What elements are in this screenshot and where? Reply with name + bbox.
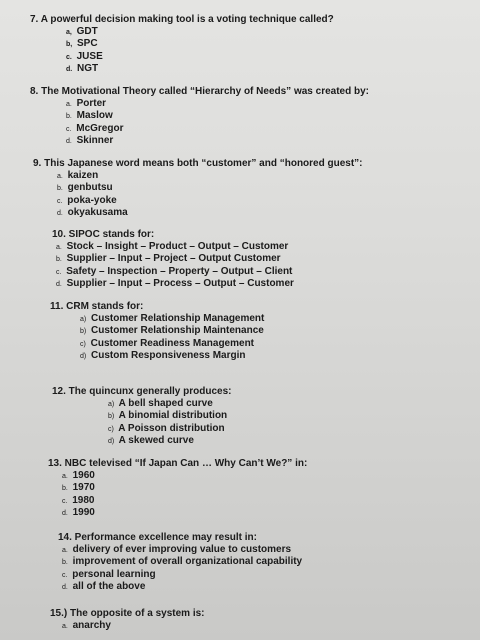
options: [62, 620, 204, 633]
option-letter: b,: [66, 41, 73, 48]
option-d: [108, 435, 232, 448]
option-text: A binomial distribution: [118, 410, 228, 421]
option-letter: a.: [62, 622, 68, 630]
option-b: [66, 38, 334, 51]
option-a: [62, 544, 302, 557]
option-letter: c.: [66, 125, 72, 133]
option-text: genbutsu: [67, 182, 113, 193]
option-c: [62, 495, 307, 508]
option-a: [80, 313, 264, 326]
option-text: kaizen: [67, 169, 99, 181]
question-10: [52, 229, 294, 291]
option-c: [80, 338, 264, 351]
options: [80, 313, 264, 363]
option-letter: b.: [66, 113, 72, 120]
question-15: [50, 608, 204, 632]
option-text: Customer Readiness Management: [90, 337, 255, 349]
options: [66, 98, 369, 148]
question-stem: 15.) The opposite of a system is:: [50, 608, 205, 619]
option-d: [80, 350, 264, 363]
option-letter: b): [108, 413, 115, 420]
question-13: [48, 458, 307, 520]
option-letter: d.: [66, 138, 72, 145]
question-9: [33, 158, 363, 220]
option-a: [62, 620, 204, 633]
option-a: [108, 398, 232, 411]
option-text: improvement of overall organizational capability: [72, 556, 303, 567]
option-letter: a.: [62, 546, 68, 554]
option-letter: a): [108, 400, 115, 408]
option-letter: d.: [66, 66, 73, 73]
option-letter: d): [80, 353, 87, 360]
option-a: [56, 241, 294, 254]
options: [66, 26, 334, 76]
option-d: [66, 63, 334, 76]
option-text: all of the above: [72, 581, 146, 592]
question-11: [50, 301, 264, 363]
option-text: Customer Relationship Maintenance: [91, 325, 264, 336]
option-text: Skinner: [76, 135, 114, 146]
option-b: [80, 325, 264, 338]
option-letter: d.: [62, 510, 68, 517]
question-stem: 10. SIPOC stands for:: [52, 229, 155, 240]
option-letter: d.: [62, 584, 68, 591]
options: [57, 170, 363, 220]
option-d: [57, 207, 363, 220]
option-text: 1980: [72, 494, 95, 506]
option-text: 1960: [72, 469, 95, 481]
question-stem: 14. Performance excellence may result in:: [58, 532, 257, 543]
question-stem: 9. This Japanese word means both “customer” and “honored guest”:: [33, 158, 363, 169]
option-text: Customer Relationship Management: [91, 312, 265, 324]
option-b: [108, 410, 232, 423]
question-7: [30, 14, 334, 76]
options: [56, 241, 294, 291]
question-stem: 12. The quincunx generally produces:: [52, 386, 232, 397]
option-a: [66, 98, 369, 111]
option-text: McGregor: [76, 122, 124, 134]
option-text: okyakusama: [67, 207, 128, 218]
question-14: [58, 532, 302, 594]
option-letter: b.: [62, 559, 68, 566]
option-b: [66, 110, 369, 123]
option-letter: d): [108, 438, 115, 445]
option-text: poka-yoke: [67, 194, 117, 206]
option-d: [62, 507, 307, 520]
option-text: Stock – Insight – Product – Output – Customer: [66, 240, 289, 252]
options: [108, 398, 232, 448]
option-letter: c.: [66, 53, 72, 61]
option-letter: d.: [56, 281, 62, 288]
option-d: [66, 135, 369, 148]
option-letter: c.: [57, 197, 63, 205]
option-letter: c.: [56, 268, 62, 276]
option-letter: b.: [62, 485, 68, 492]
question-stem: 7. A powerful decision making tool is a voting technique called?: [30, 14, 334, 25]
question-stem: 13. NBC televised “If Japan Can … Why Can’t We?” in:: [48, 458, 308, 469]
option-letter: c.: [62, 571, 68, 579]
option-text: JUSE: [76, 50, 103, 62]
option-text: Porter: [76, 97, 107, 109]
option-text: Supplier – Input – Project – Output Customer: [66, 253, 281, 264]
option-letter: b.: [57, 185, 63, 192]
option-text: delivery of ever improving value to customers: [72, 543, 292, 555]
question-stem: 8. The Motivational Theory called “Hierarchy of Needs” was created by:: [30, 86, 369, 97]
option-letter: a.: [66, 100, 72, 108]
option-c: [108, 423, 232, 436]
option-d: [62, 581, 302, 594]
option-letter: a): [80, 315, 87, 323]
option-b: [62, 482, 307, 495]
option-letter: b): [80, 328, 87, 335]
option-letter: c.: [62, 497, 68, 505]
option-text: A bell shaped curve: [118, 397, 213, 409]
option-text: Supplier – Input – Process – Output – Customer: [66, 278, 294, 289]
question-stem: 11. CRM stands for:: [50, 301, 144, 312]
option-text: A Poisson distribution: [118, 422, 225, 434]
option-c: [56, 266, 294, 279]
option-letter: a.: [57, 172, 63, 180]
option-text: NGT: [77, 63, 99, 74]
options: [62, 470, 307, 520]
option-text: personal learning: [72, 568, 156, 580]
question-12: [52, 386, 232, 448]
option-a: [57, 170, 363, 183]
option-text: A skewed curve: [118, 435, 194, 446]
option-letter: a.: [62, 472, 68, 480]
option-d: [56, 278, 294, 291]
option-text: 1990: [72, 507, 95, 518]
option-letter: c): [80, 340, 86, 348]
option-letter: c): [108, 425, 114, 433]
option-a: [62, 470, 307, 483]
option-letter: a.: [56, 243, 62, 251]
option-letter: b.: [56, 256, 62, 263]
option-text: 1970: [72, 482, 95, 493]
option-letter: d.: [57, 210, 63, 217]
option-text: anarchy: [72, 619, 111, 631]
option-text: SPC: [77, 38, 98, 49]
option-b: [62, 556, 302, 569]
option-text: GDT: [76, 25, 98, 37]
options: [62, 544, 302, 594]
option-c: [62, 569, 302, 582]
option-letter: a,: [66, 28, 72, 36]
option-a: [66, 26, 334, 39]
question-8: [30, 86, 369, 148]
option-text: Custom Responsiveness Margin: [91, 350, 246, 361]
option-text: Safety – Inspection – Property – Output – Client: [66, 265, 293, 277]
option-c: [57, 195, 363, 208]
option-b: [56, 253, 294, 266]
option-b: [57, 182, 363, 195]
option-text: Maslow: [76, 110, 113, 121]
option-c: [66, 123, 369, 136]
option-c: [66, 51, 334, 64]
